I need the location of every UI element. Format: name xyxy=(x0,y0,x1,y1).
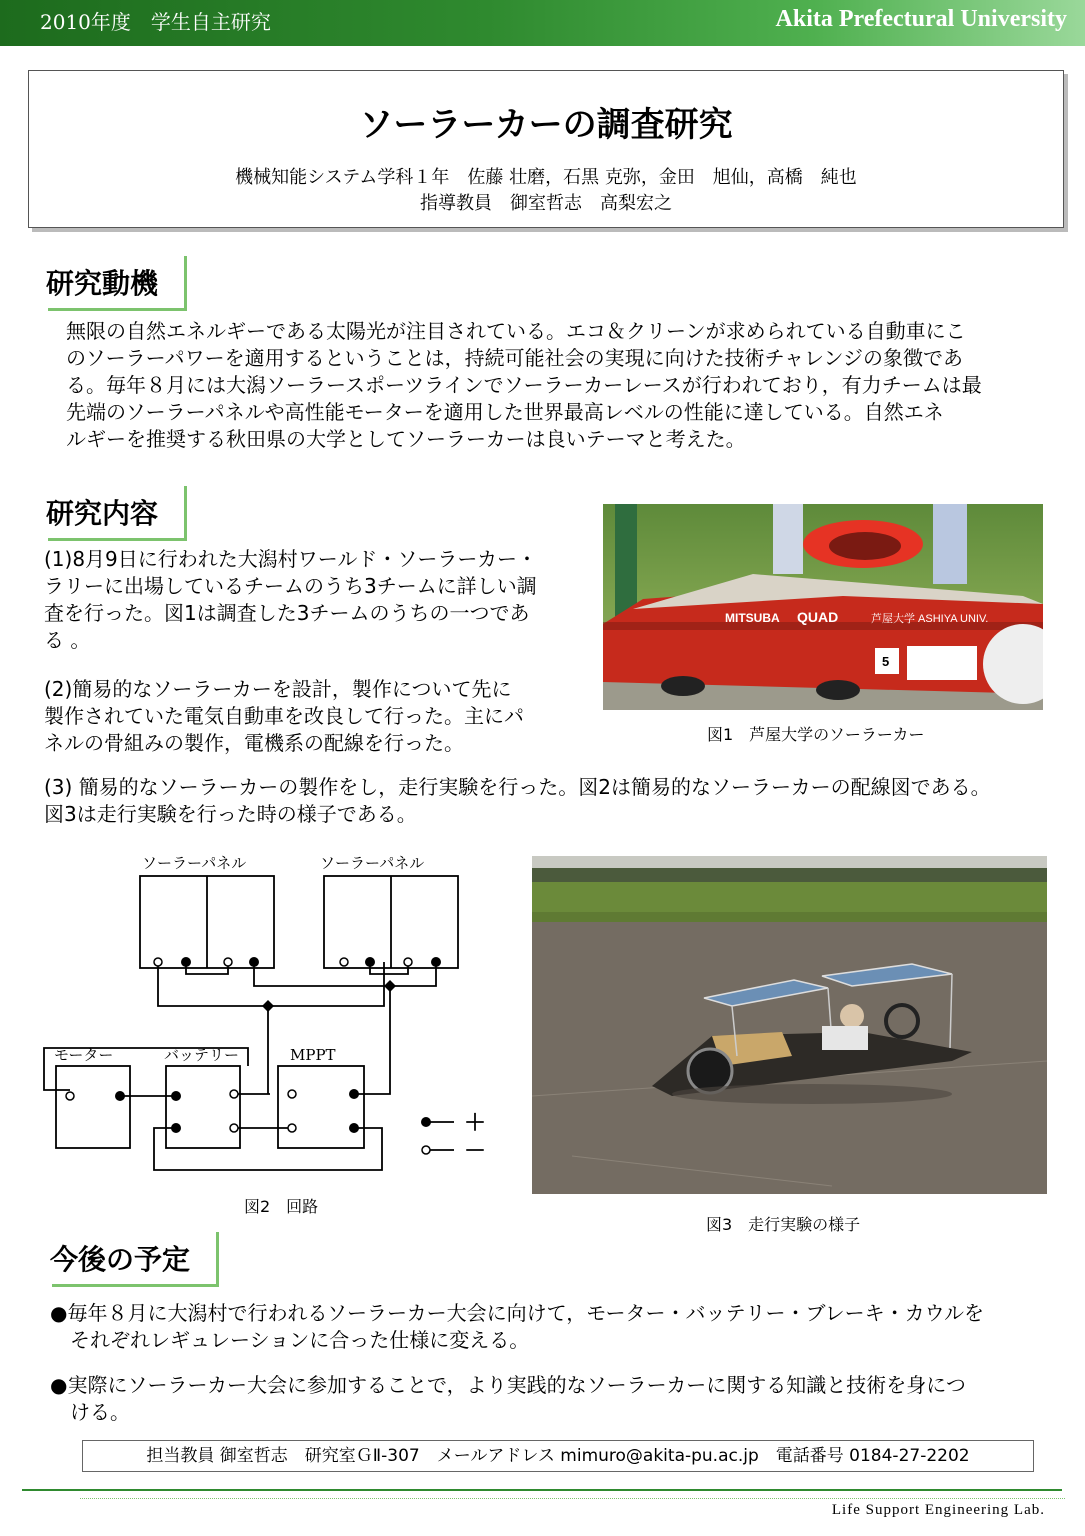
footer-divider xyxy=(22,1489,1062,1491)
motivation-line: ルギーを推奨する秋田県の大学としてソーラーカーは良いテーマと考えた。 xyxy=(66,427,746,451)
figure-3-photo xyxy=(532,856,1047,1194)
motivation-line: のソーラーパワーを適用するということは，持続可能社会の実現に向けた技術チャレンジの象徴であ xyxy=(66,346,963,370)
motor-label: モーター xyxy=(54,1046,114,1064)
section-heading-content: 研究内容 xyxy=(28,486,187,541)
motivation-line: 無限の自然エネルギーである太陽光が注目されている。エコ＆クリーンが求められている自動車にこ xyxy=(66,319,966,343)
panel-2-label: ソーラーパネル xyxy=(320,854,425,872)
content-item-2 xyxy=(44,676,574,757)
motivation-line: る。毎年８月には大潟ソーラースポーツラインでソーラーカーレースが行われており，有力チームは最 xyxy=(66,373,982,397)
plans-line: ●実際にソーラーカー大会に参加することで，より実践的なソーラーカーに関する知識と技術を身につ xyxy=(50,1373,966,1397)
contact-box: 担当教員 御室哲志 研究室ＧⅡ-307 メールアドレス mimuro@akita-pu.ac.jp 電話番号 0184-27-2202 xyxy=(82,1440,1034,1472)
poster-title: ソーラーカーの調査研究 xyxy=(359,105,733,145)
section-heading-plans: 今後の予定 xyxy=(32,1232,219,1287)
content-line: る 。 xyxy=(44,628,91,652)
figure-2-circuit-diagram xyxy=(38,848,508,1188)
content-line: (3) 簡易的なソーラーカーの製作をし，走行実験を行った。図2は簡易的なソーラーカーの配線図である。 xyxy=(44,775,991,799)
mppt-label: MPPT xyxy=(290,1046,336,1064)
content-line: ネルの骨組みの製作，電機系の配線を行った。 xyxy=(44,731,464,755)
panel-1-label: ソーラーパネル xyxy=(142,854,247,872)
car-team-text: QUAD xyxy=(797,609,839,625)
content-line: (2)簡易的なソーラーカーを設計，製作について先に xyxy=(44,677,512,701)
motivation-line: 先端のソーラーパネルや高性能モーターを適用した世界最高レベルの性能に達している。自然エネ xyxy=(66,400,944,424)
lab-name: Life Support Engineering Lab. xyxy=(831,1502,1045,1518)
authors-line: 機械知能システム学科１年 佐藤 壮磨，石黒 克弥，金田 旭仙，高橋 純也 xyxy=(235,167,857,188)
test-run-photo-illustration xyxy=(532,856,1047,1194)
car-university-text: 芦屋大学 ASHIYA UNIV. xyxy=(871,613,989,625)
header-band xyxy=(0,0,1085,46)
content-line: 製作されていた電気自動車を改良して行った。主にパ xyxy=(44,704,524,728)
figure-1-caption: 図1 芦屋大学のソーラーカー xyxy=(707,725,925,744)
content-item-3 xyxy=(44,774,1064,828)
header-year-label: 2010年度 学生自主研究 xyxy=(40,10,271,34)
content-line: ラリーに出場しているチームのうち3チームに詳しい調 xyxy=(44,574,537,598)
advisors-line: 指導教員 御室哲志 高梨宏之 xyxy=(420,193,672,214)
content-line: 図3は走行実験を行った時の様子である。 xyxy=(44,802,417,826)
circuit-diagram-svg xyxy=(38,848,508,1188)
plans-bullet-1 xyxy=(50,1300,1060,1354)
content-line: 査を行った。図1は調査した3チームのうちの一つであ xyxy=(44,601,530,625)
title-box xyxy=(28,70,1064,228)
legend-minus: － xyxy=(464,1139,487,1164)
content-item-1 xyxy=(44,546,574,654)
car-sponsor-text: MITSUBA xyxy=(725,611,780,625)
footer-dotted-divider xyxy=(80,1498,1065,1499)
plans-line: ける。 xyxy=(50,1400,130,1424)
figure-2-caption: 図2 回路 xyxy=(244,1197,319,1216)
plans-bullet-2 xyxy=(50,1372,1060,1426)
header-university-name: Akita Prefectural University xyxy=(775,6,1067,32)
figure-1-photo xyxy=(603,504,1043,710)
plans-line: ●毎年８月に大潟村で行われるソーラーカー大会に向けて，モーター・バッテリー・ブレーキ・カウルを xyxy=(50,1301,985,1325)
content-line: (1)8月9日に行われた大潟村ワールド・ソーラーカー・ xyxy=(44,547,537,571)
figure-3-caption: 図3 走行実験の様子 xyxy=(706,1215,861,1234)
motivation-paragraph xyxy=(66,318,1066,453)
car-race-number: 5 xyxy=(882,654,890,669)
legend-plus: ＋ xyxy=(464,1111,487,1136)
section-heading-motivation: 研究動機 xyxy=(28,256,187,311)
solar-car-photo-illustration xyxy=(603,504,1043,710)
battery-label: バッテリー xyxy=(164,1046,240,1064)
plans-line: それぞれレギュレーションに合った仕様に変える。 xyxy=(50,1328,530,1352)
